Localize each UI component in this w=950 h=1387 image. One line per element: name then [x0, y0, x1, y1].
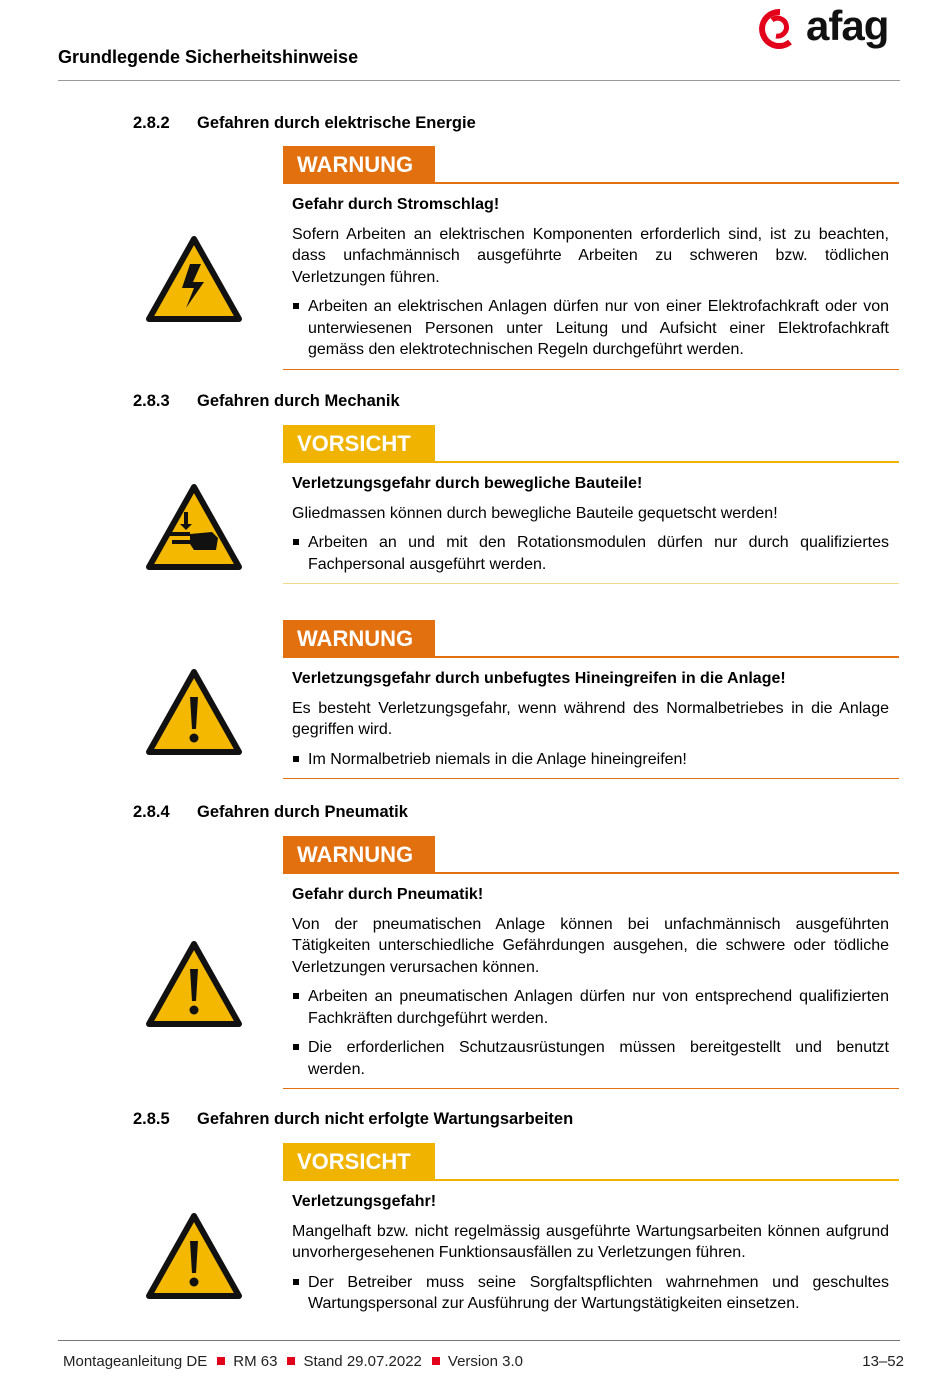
section-heading — [133, 1110, 573, 1129]
caution-box — [283, 1143, 899, 1323]
notice-bottom-rule — [283, 583, 899, 584]
page-header-title: Grundlegende Sicherheitshinweise — [58, 47, 359, 67]
caution-box — [283, 425, 899, 584]
notice-headline: Verletzungsgefahr durch bewegliche Bauteile! — [292, 475, 643, 492]
logo-text: afag — [806, 2, 889, 49]
notice-bullet: Der Betreiber muss seine Sorgfaltspflichten wahrnehmen und geschultes Wartungspersonal zur Ausführung der Wartungstätigkeiten einsetzen. — [292, 1272, 889, 1315]
footer-rule — [58, 1340, 900, 1341]
notice-bullet: Arbeiten an elektrischen Anlagen dürfen nur von einer Elektrofachkraft oder von unterwiesenen Personen unter Leitung und Aufsicht einer Elektrofachkraft gemäss den elektrotechnischen Regeln durchgeführt werden. — [292, 296, 889, 361]
notice-text: Gliedmassen können durch bewegliche Bauteile gequetscht werden! — [292, 504, 778, 522]
section-number: 2.8.5 — [133, 1110, 170, 1128]
footer-separator-icon — [217, 1357, 225, 1365]
notice-bullet: Die erforderlichen Schutzausrüstungen müssen bereitgestellt und benutzt werden. — [292, 1037, 889, 1080]
section-heading — [133, 114, 476, 133]
section-title: Gefahren durch nicht erfolgte Wartungsarbeiten — [197, 1110, 574, 1128]
notice-text: Von der pneumatischen Anlage können bei unfachmännisch ausgeführten Tätigkeiten unterschiedliche Gefährdungen ausgehen, die schwere oder tödliche Verletzungen verursachen können. — [292, 915, 889, 976]
notice-text: Sofern Arbeiten an elektrischen Komponenten erforderlich sind, ist zu beachten, dass unfachmännisch ausgeführte Arbeiten zu schweren bzw. tödlichen Verletzungen führen. — [292, 225, 889, 286]
notice-headline: Gefahr durch Stromschlag! — [292, 196, 500, 213]
general-warning-icon — [146, 941, 242, 1027]
section-title: Gefahren durch Mechanik — [197, 392, 400, 410]
notice-bottom-rule — [283, 1088, 899, 1089]
section-title: Gefahren durch Pneumatik — [197, 803, 408, 821]
page-number: 13–52 — [862, 1353, 904, 1370]
footer-doc-title: Montageanleitung DE — [63, 1353, 208, 1370]
notice-headline: Verletzungsgefahr! — [292, 1193, 437, 1210]
section-heading — [133, 392, 400, 411]
section-number: 2.8.3 — [133, 392, 170, 410]
notice-text: Es besteht Verletzungsgefahr, wenn während des Normalbetriebes in die Anlage gegriffen wird. — [292, 699, 889, 738]
notice-bottom-rule — [283, 778, 899, 779]
electric-hazard-icon — [146, 236, 242, 322]
warning-box — [283, 836, 899, 1089]
hand-crush-icon — [146, 484, 242, 570]
footer — [63, 1353, 523, 1370]
footer-separator-icon — [432, 1357, 440, 1365]
notice-bullet: Arbeiten an pneumatischen Anlagen dürfen nur von entsprechend qualifizierten Fachkräften durchgeführt werden. — [292, 986, 889, 1029]
footer-separator-icon — [287, 1357, 295, 1365]
section-heading — [133, 803, 408, 822]
signal-word-warnung: WARNUNG — [283, 620, 435, 658]
notice-bullet: Im Normalbetrieb niemals in die Anlage hineingreifen! — [292, 749, 889, 771]
signal-word-vorsicht: VORSICHT — [283, 1143, 435, 1181]
signal-word-warnung: WARNUNG — [283, 146, 435, 184]
header-rule — [58, 80, 900, 81]
footer-product: RM 63 — [233, 1353, 278, 1370]
signal-word-vorsicht: VORSICHT — [283, 425, 435, 463]
notice-bottom-rule — [283, 369, 899, 370]
notice-text: Mangelhaft bzw. nicht regelmässig ausgeführte Wartungsarbeiten können aufgrund unvorhergesehenen Funktionsausfällen zu Verletzungen führen. — [292, 1222, 889, 1261]
general-warning-icon — [146, 1213, 242, 1299]
footer-version: Version 3.0 — [447, 1353, 523, 1370]
warning-box — [283, 620, 899, 779]
signal-word-warnung: WARNUNG — [283, 836, 435, 874]
warning-box — [283, 146, 899, 370]
notice-headline: Verletzungsgefahr durch unbefugtes Hineingreifen in die Anlage! — [292, 670, 786, 687]
section-title: Gefahren durch elektrische Energie — [197, 114, 476, 132]
notice-bullet: Arbeiten an und mit den Rotationsmodulen dürfen nur durch qualifiziertes Fachpersonal ausgeführt werden. — [292, 532, 889, 575]
general-warning-icon — [146, 669, 242, 755]
notice-headline: Gefahr durch Pneumatik! — [292, 886, 484, 903]
footer-date: Stand 29.07.2022 — [303, 1353, 422, 1370]
section-number: 2.8.2 — [133, 114, 170, 132]
section-number: 2.8.4 — [133, 803, 170, 821]
